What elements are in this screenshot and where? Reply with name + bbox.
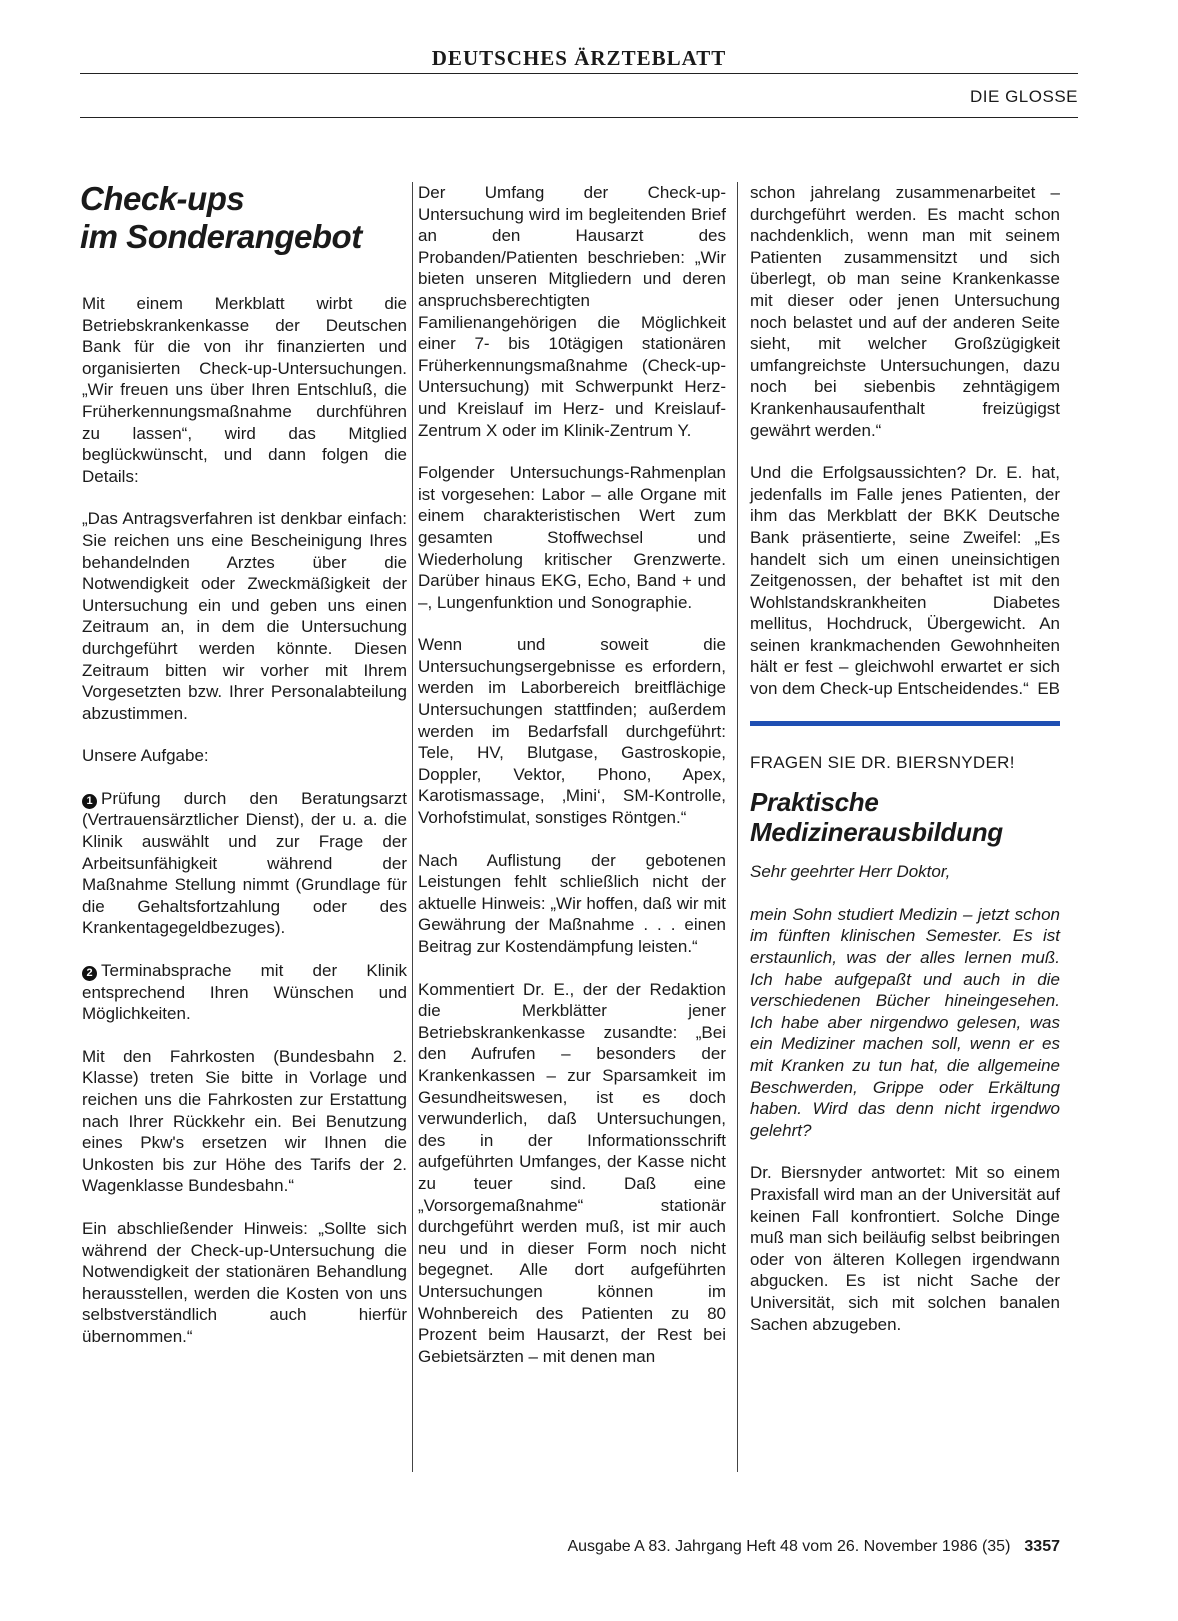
article-column-2	[418, 182, 726, 1388]
masthead: DEUTSCHES ÄRZTEBLATT	[431, 46, 727, 70]
paragraph: Nach Auflistung der gebotenen Leistungen fehlt schließlich nicht der aktuelle Hinweis: „Wir hoffen, daß wir mit Gewährung der Maßnahme . . . einen Beitrag zur Kostendämpfung leisten.“	[418, 850, 726, 956]
list-item-text: Terminabsprache mit der Klinik entsprechend Ihren Wünschen und Möglichkeiten.	[82, 961, 407, 1024]
article-column-3	[750, 182, 1060, 1356]
list-item	[82, 788, 407, 939]
column-divider	[737, 182, 738, 1472]
paragraph: Ein abschließender Hinweis: „Sollte sich während der Check-up-Untersuchung die Notwendigkeit der stationären Behandlung herausstellen, werden die Kosten von uns selbstverständlich auch hierfür übernommen.“	[82, 1218, 407, 1346]
sidebar-title-line2: Medizinerausbildung	[750, 817, 1003, 848]
author-signature: EB	[1037, 679, 1060, 699]
article-title-line2: im Sonderangebot	[80, 218, 362, 255]
paragraph: schon jahrelang zusammenarbeitet – durchgeführt werden. Es macht schon nachdenklich, wenn man mit seinem Patienten zusammensitzt und sich überlegt, ob man seine Krankenkasse mit dieser oder jenen Untersuchung noch belastet und auf der anderen Seite sieht, mit welcher Großzügigkeit umfangreichste Untersuchungen, dazu noch bei siebenbis zehntägigem Krankenhausaufenthalt freizügigst gewährt werden.“	[750, 183, 1060, 440]
sidebar-kicker: FRAGEN SIE DR. BIERSNYDER!	[750, 752, 1015, 772]
number-bullet-1: 1	[82, 794, 97, 809]
header-rule-lower	[80, 117, 1078, 118]
issue-info: Ausgabe A 83. Jahrgang Heft 48 vom 26. November 1986 (35)	[567, 1538, 1011, 1555]
paragraph-text: Und die Erfolgsaussichten? Dr. E. hat, jedenfalls im Falle jenes Patienten, der ihm das Merkblatt der BKK Deutsche Bank präsentierte, seine Zweifel: „Es handelt sich um einen uneinsichtigen Zeitgenossen, der behaftet ist mit den Wohlstandskrankheiten Diabetes mellitus, Hochdruck, Übergewicht. An seinen krankmachenden Gewohnheiten hält er fest – gleichwohl erwartet er sich von dem Check-up Entscheidendes.“	[750, 463, 1060, 699]
paragraph: Der Umfang der Check-up-Untersuchung wird im begleitenden Brief an den Hausarzt des Probanden/Patienten beschrieben: „Wir bieten unseren Mitgliedern und deren anspruchsberechtigten Familienangehörigen die Möglichkeit einer 7- bis 10tägigen stationären Früherkennungsmaßnahme (Check-up-Untersuchung) mit Schwerpunkt Herz- und Kreislauf im Herz- und Kreislauf-Zentrum X oder im Klinik-Zentrum Y.	[418, 183, 726, 440]
answer-body: Dr. Biersnyder antwortet: Mit so einem Praxisfall wird man an der Universität auf keinen Fall konfrontiert. Solche Dinge muß man sich beiläufig selbst beibringen oder von älteren Kollegen irgendwann abgucken. Es ist nicht Sache der Universität, sich mit solchen banalen Sachen abzugeben.	[750, 1163, 1060, 1334]
paragraph: „Das Antragsverfahren ist denkbar einfach: Sie reichen uns eine Bescheinigung Ihres behandelnden Arztes über die Notwendigkeit oder Zweckmäßigkeit der Untersuchung ein und geben uns einen Zeitraum an, in dem die Untersuchung durchgeführt werden könnte. Diesen Zeitraum bitten wir vorher mit Ihrem Vorgesetzten bzw. Ihrer Personalabteilung abzustimmen.	[82, 509, 407, 723]
sidebar-title-line1: Praktische	[750, 787, 879, 818]
column-divider	[412, 182, 413, 1472]
section-divider	[750, 721, 1060, 726]
letter-body: mein Sohn studiert Medizin – jetzt schon im fünften klinischen Semester. Es ist erstaunlich, was der alles lernen muß. Ich habe aufgepaßt und auch in die verschiedenen Bücher hineingesehen. Ich habe aber nirgendwo gelesen, was ein Mediziner machen soll, wenn er es mit Kranken zu tun hat, die allgemeine Beschwerden, Grippe oder Erkältung haben. Wird das denn nicht irgendwo gelehrt?	[750, 904, 1060, 1140]
page-number: 3357	[1024, 1538, 1060, 1555]
list-item-text: Prüfung durch den Beratungsarzt (Vertrauensärztlicher Dienst), der u. a. die Klinik auswählt und zur Frage der Arbeitsunfähigkeit während der Maßnahme Stellung nimmt (Grundlage für die Gehaltsfortzahlung oder des Krankentagegeldbezuges).	[82, 788, 407, 938]
paragraph: Folgender Untersuchungs-Rahmenplan ist vorgesehen: Labor – alle Organe mit einem charakteristischen Wert zum gesamten Stoffwechsel und Wiederholung kritischer Grenzwerte. Darüber hinaus EKG, Echo, Band + und –, Lungenfunktion und Sonographie.	[418, 463, 726, 612]
list-item	[82, 960, 407, 1025]
sidebar-title	[750, 787, 1060, 847]
header-rule	[80, 73, 1078, 74]
article-column-1	[82, 293, 407, 1369]
page-footer	[567, 1538, 1060, 1556]
section-label: DIE GLOSSE	[970, 87, 1078, 106]
paragraph: Mit einem Merkblatt wirbt die Betriebskrankenkasse der Deutschen Bank für die von ihr finanzierten und organisierten Check-up-Untersuchungen. „Wir freuen uns über Ihren Entschluß, die Früherkennungsmaßnahme durchführen zu lassen“, wird das Mitglied beglückwünscht, und dann folgen die Details:	[82, 294, 407, 486]
paragraph: Unsere Aufgabe:	[82, 746, 209, 766]
number-bullet-2: 2	[82, 966, 97, 981]
letter-salutation: Sehr geehrter Herr Doktor,	[750, 862, 951, 882]
paragraph: Kommentiert Dr. E., der der Redaktion die Merkblätter jener Betriebskrankenkasse zusandte: „Bei den Aufrufen – besonders der Krankenkassen – zur Sparsamkeit im Gesundheitswesen, ist es doch verwunderlich, daß Untersuchungen, des in der Informationsschrift aufgeführten Umfanges, der Kasse nicht zu teuer sind. Daß eine „Vorsorgemaßnahme“ stationär durchgeführt werden muß, ist mir auch neu und in dieser Form noch nicht begegnet. Alle dort aufgeführten Untersuchungen können im Wohnbereich des Patienten zu 80 Prozent beim Hausarzt, der Rest bei Gebietsärzten – mit denen man	[418, 979, 726, 1366]
article-title-line1: Check-ups	[80, 180, 245, 217]
article-title	[80, 180, 410, 256]
paragraph	[750, 462, 1060, 700]
paragraph: Mit den Fahrkosten (Bundesbahn 2. Klasse) treten Sie bitte in Vorlage und reichen uns die Fahrkosten zur Erstattung nach Ihrer Rückkehr ein. Bei Benutzung eines Pkw's ersetzen wir Ihnen die Unkosten bis zur Höhe des Tarifs der 2. Wagenklasse Bundesbahn.“	[82, 1046, 407, 1196]
paragraph: Wenn und soweit die Untersuchungsergebnisse es erfordern, werden im Laborbereich breitflächige Untersuchungen stattfinden; außerdem werden im Bedarfsfall durchgeführt: Tele, HV, Blutgase, Gastroskopie, Doppler, Vektor, Phono, Apex, Karotismassage, ‚Mini‘, SM-Kontrolle, Vorhofstimulat, sonstiges Röntgen.“	[418, 635, 726, 828]
